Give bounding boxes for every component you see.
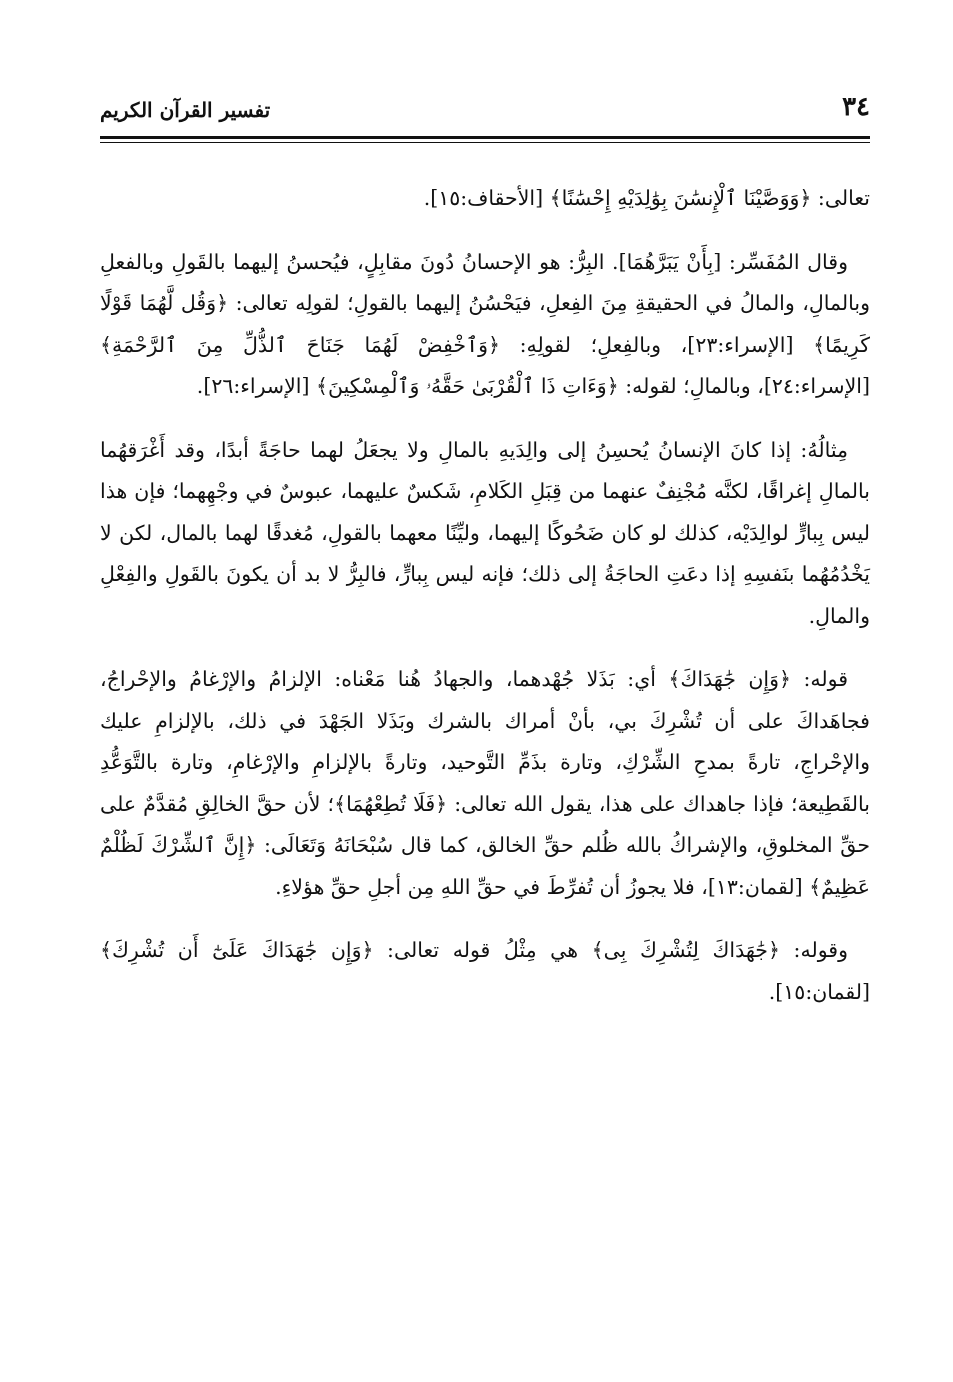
paragraph-birr-definition: وقال المُفَسِّر: [بِأَنْ يَبَرَّهُمَا]. البِرُّ: هو الإحسانُ دُونَ مقابِلٍ، فيُحسنُ إليهما بالقَولِ وبالفعلِ وبالمالِ، والمالُ في الحقيقةِ مِنَ الفِعلِ، فيَحْسُنُ إليهما بالقولِ؛ لقولِه تعالى: ﴿وَقُل لَّهُمَا قَوْلًا كَرِيمًا﴾ [الإسراء:٢٣]، وبالفِعلِ؛ لقولِهِ: ﴿وَٱخْفِضْ لَهُمَا جَنَاحَ ٱلذُّلِّ مِنَ ٱلرَّحْمَةِ﴾ [الإسراء:٢٤]، وبالمالِ؛ لقوله: ﴿وَءَاتِ ذَا ٱلْقُرْبَىٰ حَقَّهُۥ وَٱلْمِسْكِينَ﴾ [الإسراء:٢٦].	[100, 249, 870, 398]
paragraph-example: مِثالُهُ: إذا كانَ الإنسانُ يُحسِنُ إلى والِدَيهِ بالمالِ ولا يجعَلُ لهما حاجَةً أبدًا، وقد أَغْرَقهُما بالمالِ إغراقًا، لكنَّه مُجْنِفٌ عنهما من قِبَلِ الكَلامِ، شَكسٌ عليهما، عبوسٌ في وجْهِهما؛ فإن هذا ليس بِبارٍّ لوالِدَيْه، كذلك لو كان ضَحُوكًا إليهما، وليِّنًا معهما بالقولِ، مُغدقًا لهما بالمال، لكن لا يَخْدُمُهُما بنَفسِهِ إذا دعَتِ الحاجَةُ إلى ذلك؛ فإنه ليس بِبارٍّ، فالبِرُّ لا بد أن يكونَ بالقَولِ والفِعْلِ والمالِ.	[100, 437, 870, 628]
paragraph-continuation: تعالى: ﴿وَوَصَّيْنَا ٱلْإِنسَٰنَ بِوَٰلِدَيْهِ إِحْسَٰنًا﴾ [الأحقاف:١٥].	[423, 186, 870, 210]
paragraph-jahadak: قوله: ﴿وَإِن جَٰهَدَاكَ﴾ أي: بَذَلا جُهْدهما، والجهادُ هُنا مَعْناه: الإلزامُ والإرْغامُ والإحْراجُ، فجاهَداكَ على أن تُشْرِكَ بي، بأنْ أمراك بالشرك وبَذَلا الجَهْدَ في ذلك، بالإلزامِ عليك والإحْراجِ، تارةً بمدحِ الشِّرْكِ، وتارة بذَمِّ التَّوحيد، وتارةً بالإلزامِ والإرْغامِ، وتارة بالتَّوَعُّدِ بالقَطِيعة؛ فإذا جاهداك على هذا، يقول الله تعالى: ﴿فَلَا تُطِعْهُمَا﴾؛ لأن حقَّ الخالِقِ مُقدَّمٌ على حقِّ المخلوقِ، والإشراكُ بالله ظُلم حقِّ الخالق، كما قال سُبْحَانَهُ وَتَعَالَى: ﴿إِنَّ ٱلشِّرْكَ لَظُلْمٌ عَظِيمٌ﴾ [لقمان:١٣]، فلا يجوزُ أن تُفرِّطَ في حقِّ اللهِ مِن أجلِ حقِّ هؤلاءِ.	[100, 667, 870, 899]
running-title: تفسير القرآن الكريم	[100, 98, 271, 122]
page-number: ٣٤	[842, 92, 870, 122]
page-body	[100, 178, 870, 1035]
header-rule	[100, 136, 870, 139]
header-rule-thin	[100, 142, 870, 143]
page-header	[100, 92, 870, 130]
paragraph-closing: وقوله: ﴿جَٰهَدَاكَ لِتُشْرِكَ بِى﴾ هي مِثْلُ قوله تعالى: ﴿وَإِن جَٰهَدَاكَ عَلَىٰٓ أَن تُشْرِكَ﴾ [لقمان:١٥].	[100, 938, 870, 1004]
